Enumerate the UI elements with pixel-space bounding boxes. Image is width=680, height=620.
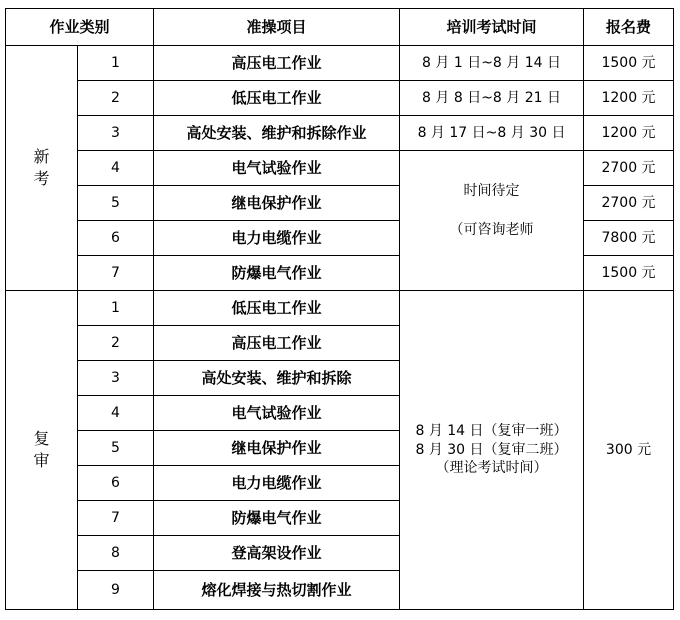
row-number: 5	[78, 186, 154, 221]
table-row	[6, 151, 674, 186]
table-row	[6, 81, 674, 116]
category-new	[6, 46, 78, 291]
row-number: 1	[78, 46, 154, 81]
fee: 1500 元	[584, 256, 674, 291]
training-time: 8 月 8 日~8 月 21 日	[400, 81, 584, 116]
row-number: 1	[78, 291, 154, 326]
row-number: 7	[78, 256, 154, 291]
training-schedule-table	[5, 8, 674, 610]
project-name: 熔化焊接与热切割作业	[154, 571, 400, 610]
row-number: 7	[78, 501, 154, 536]
project-name: 电气试验作业	[154, 151, 400, 186]
row-number: 2	[78, 326, 154, 361]
project-name: 电力电缆作业	[154, 466, 400, 501]
table-row	[6, 46, 674, 81]
fee: 1200 元	[584, 81, 674, 116]
row-number: 6	[78, 466, 154, 501]
project-name: 高压电工作业	[154, 326, 400, 361]
fee: 7800 元	[584, 221, 674, 256]
row-number: 6	[78, 221, 154, 256]
row-number: 8	[78, 536, 154, 571]
header-row	[6, 9, 674, 46]
project-name: 防爆电气作业	[154, 501, 400, 536]
project-name: 电气试验作业	[154, 396, 400, 431]
project-name: 电力电缆作业	[154, 221, 400, 256]
fee: 1200 元	[584, 116, 674, 151]
category-renew-line2: 审	[33, 451, 50, 470]
training-time-pending	[400, 151, 584, 291]
row-number: 4	[78, 151, 154, 186]
renew-time-note: （理论考试时间）	[435, 460, 548, 477]
header-category: 作业类别	[6, 9, 154, 46]
project-name: 高压电工作业	[154, 46, 400, 81]
row-number: 9	[78, 571, 154, 610]
category-renew-line1: 复	[33, 429, 50, 449]
table-row	[6, 116, 674, 151]
fee: 1500 元	[584, 46, 674, 81]
row-number: 2	[78, 81, 154, 116]
row-number: 3	[78, 116, 154, 151]
renew-time-class2: 8 月 30 日（复审二班）	[415, 441, 568, 458]
pending-time-text: 时间待定	[463, 182, 520, 199]
category-new-line1: 新	[33, 147, 50, 167]
fee: 2700 元	[584, 186, 674, 221]
category-new-line2: 考	[33, 169, 50, 188]
header-time: 培训考试时间	[400, 9, 584, 46]
renew-time-class1: 8 月 14 日（复审一班）	[415, 422, 568, 439]
project-name: 高处安装、维护和拆除作业	[154, 116, 400, 151]
project-name: 登高架设作业	[154, 536, 400, 571]
project-name: 继电保护作业	[154, 186, 400, 221]
project-name: 低压电工作业	[154, 291, 400, 326]
header-project: 准操项目	[154, 9, 400, 46]
row-number: 4	[78, 396, 154, 431]
project-name: 低压电工作业	[154, 81, 400, 116]
row-number: 5	[78, 431, 154, 466]
renew-fee: 300 元	[584, 291, 674, 610]
header-fee: 报名费	[584, 9, 674, 46]
table-row	[6, 291, 674, 326]
pending-time-note: （可咨询老师	[449, 221, 534, 238]
training-time: 8 月 1 日~8 月 14 日	[400, 46, 584, 81]
project-name: 高处安装、维护和拆除	[154, 361, 400, 396]
fee: 2700 元	[584, 151, 674, 186]
project-name: 防爆电气作业	[154, 256, 400, 291]
project-name: 继电保护作业	[154, 431, 400, 466]
renew-time	[400, 291, 584, 610]
training-time: 8 月 17 日~8 月 30 日	[400, 116, 584, 151]
category-renew	[6, 291, 78, 610]
row-number: 3	[78, 361, 154, 396]
